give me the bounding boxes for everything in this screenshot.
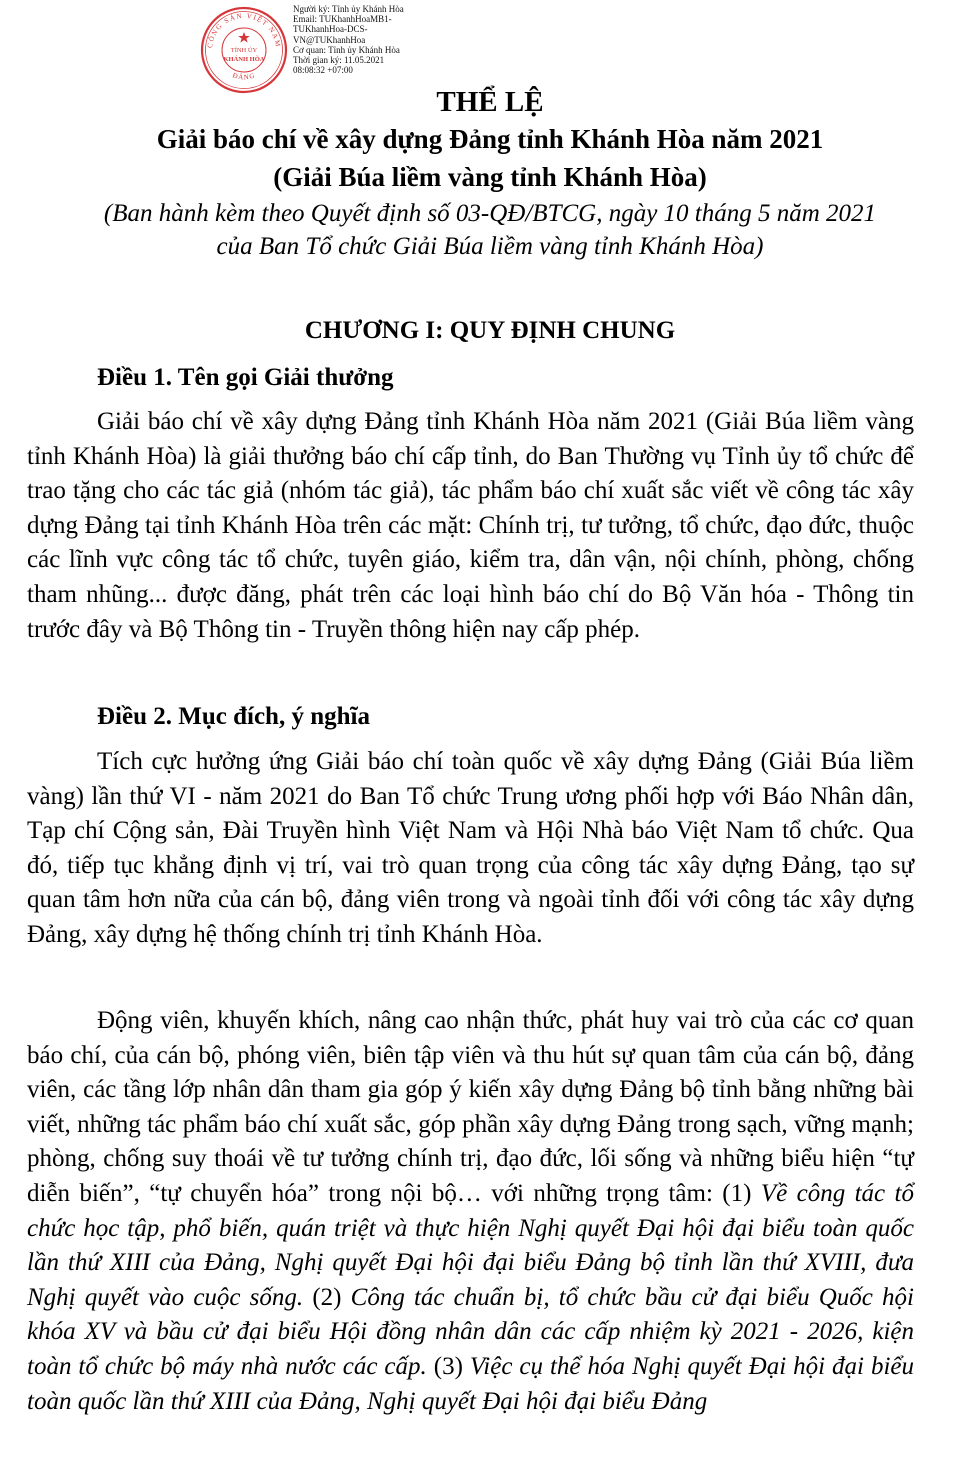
email-line: Email: TUKhanhHoaMB1-TUKhanhHoa-DCS-VN@TUKhanhHoa — [293, 14, 392, 45]
seal-outer-text: CÔNG SẢN VIỆT NAM — [205, 11, 283, 49]
para-2-text-a: Động viên, khuyến khích, nâng cao nhận thức, phát huy vai trò của các cơ quan báo chí, của cán bộ, phóng viên, biên tập viên và thu hút sự quan tâm của cán bộ, đảng viên, các tầng lớp nhân dân tham gia góp ý kiến xây dựng Đảng bộ tỉnh bằng những bài viết, những tác phẩm báo chí xuất sắc, góp phần xây dựng Đảng trong sạch, vững mạnh; phòng, chống suy thoái về tư tưởng chính trị, đạo đức, lối sống và những biểu hiện “tự diễn biến”, “tự chuyển hóa” trong nội bộ… với những trọng tâm: (1) — [27, 1007, 914, 1207]
sign-time-line: Thời gian ký: 11.05.2021 08:08:32 +07:00 — [293, 55, 385, 76]
seal-star-icon — [238, 32, 250, 43]
para-2-text-c: (3) — [426, 1352, 470, 1380]
focus-item-2: Công tác chuẩn bị, tổ chức bầu cử đại biểu Quốc hội khóa XV và bầu cử đại biểu Hội đồng nhân dân các cấp nhiệm kỳ 2021 - 2026, kiện toàn tổ chức bộ máy nhà nước các cấp. — [27, 1283, 914, 1380]
signature-info — [293, 4, 413, 75]
official-seal-icon — [199, 5, 289, 95]
focus-item-3: Việc cụ thể hóa Nghị quyết Đại hội đại biểu toàn quốc lần thứ XIII của Đảng, Nghị quyết Đại hội đại biểu Đảng — [27, 1352, 915, 1415]
article-2-paragraph-1: Tích cực hưởng ứng Giải báo chí toàn quốc về xây dựng Đảng (Giải Búa liềm vàng) lần thứ VI - năm 2021 do Ban Tổ chức Trung ương phối hợp với Báo Nhân dân, Tạp chí Cộng sản, Đài Truyền hình Việt Nam và Hội Nhà báo Việt Nam tổ chức. Qua đó, tiếp tục khẳng định vị trí, vai trò quan trọng của công tác xây dựng Đảng, tạo sự quan tâm hơn nữa của cán bộ, đảng viên trong và ngoài tỉnh đối với công tác xây dựng Đảng, xây dựng hệ thống chính trị tỉnh Khánh Hòa. — [27, 748, 914, 948]
seal-bottom-text: ĐẢNG — [231, 71, 257, 82]
agency-line: Cơ quan: Tỉnh ủy Khánh Hòa — [293, 44, 400, 55]
document-subtitle: Giải báo chí về xây dựng Đảng tỉnh Khánh Hòa năm 2021 — [156, 124, 824, 154]
svg-text:ĐẢNG — [232, 71, 257, 81]
issued-note-line1: (Ban hành kèm theo Quyết định số 03-QĐ/BTCG, ngày 10 tháng 5 năm 2021 — [103, 200, 877, 227]
document-subtitle-alt: (Giải Búa liềm vàng tỉnh Khánh Hòa) — [273, 162, 707, 192]
focus-item-1: Về công tác tổ chức học tập, phổ biến, quán triệt và thực hiện Nghị quyết Đại hội đại biểu toàn quốc lần thứ XIII của Đảng, Nghị quyết Đại hội đại biểu Đảng bộ tỉnh lần thứ XVIII, đưa Nghị quyết vào cuộc sống. — [27, 1179, 914, 1311]
para-2-text-b: (2) — [303, 1283, 351, 1311]
issued-note-line2: của Ban Tổ chức Giải Búa liềm vàng tỉnh Khánh Hòa) — [216, 233, 764, 260]
signer-line: Người ký: Tỉnh ủy Khánh Hòa — [293, 4, 404, 14]
seal-inner-line2: KHÁNH HÒA — [223, 56, 265, 63]
article-2-heading: Điều 2. Mục đích, ý nghĩa — [97, 703, 370, 730]
seal-inner-line1: TỈNH ỦY — [230, 47, 258, 54]
article-1-heading: Điều 1. Tên gọi Giải thưởng — [97, 364, 394, 391]
document-title: THỂ LỆ — [436, 86, 544, 118]
article-1-paragraph: Giải báo chí về xây dựng Đảng tỉnh Khánh Hòa năm 2021 (Giải Búa liềm vàng tỉnh Khánh Hòa) là giải thưởng báo chí cấp tỉnh, do Ban Thường vụ Tỉnh ủy tổ chức để trao tặng cho các tác giả (nhóm tác giả), tác phẩm báo chí xuất sắc viết về công tác xây dựng Đảng tại tỉnh Khánh Hòa trên các mặt: Chính trị, tư tưởng, tổ chức, đạo đức, thuộc các lĩnh vực công tác tổ chức, tuyên giáo, kiểm tra, dân vận, nội chính, phòng, chống tham nhũng... được đăng, phát trên các loại hình báo chí do Bộ Văn hóa - Thông tin trước đây và Bộ Thông tin - Truyền thông hiện nay cấp phép. — [27, 408, 914, 643]
chapter-heading: CHƯƠNG I: QUY ĐỊNH CHUNG — [304, 317, 676, 344]
article-2-paragraph-2 — [27, 1004, 914, 1419]
